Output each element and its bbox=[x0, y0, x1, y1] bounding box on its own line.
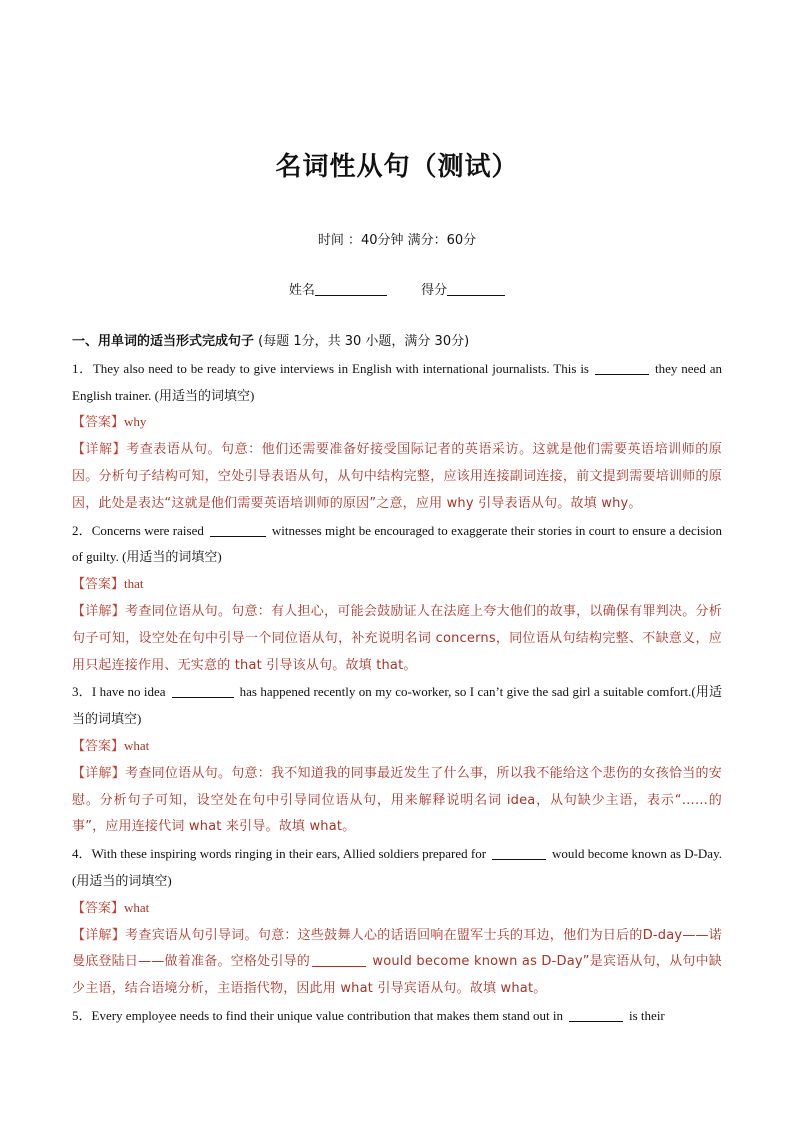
detail-2 bbox=[72, 599, 722, 679]
question-text-after: witnesses might be encouraged to exaggerate their stories in court to ensure a decision of guilty. (用适当的词填空) bbox=[72, 522, 722, 565]
question-3 bbox=[72, 679, 722, 733]
question-5 bbox=[72, 1003, 722, 1030]
answer-blank bbox=[210, 522, 266, 537]
detail-text-a: 考查宾语从句引导词。句意：这些鼓舞人心的话语回响在盟军士兵的耳边，他们为日后的D-day——诺曼底登陆日——做着准备。空格处引导的 bbox=[72, 927, 722, 970]
detail-label: 【详解】 bbox=[72, 442, 127, 458]
detail-text: 考查表语从句。句意：他们还需要准备好接受国际记者的英语采访。这就是他们需要英语培训师的原因。分析句子结构可知，空处引导表语从句，从句中结构完整，应该用连接副词连接，前文提到需要培训师的原因，此处是表达“这就是他们需要英语培训师的原因”之意，应用 why 引导表语从句。故填 why。 bbox=[72, 442, 722, 511]
detail-4 bbox=[72, 923, 722, 1003]
answer-3 bbox=[72, 733, 722, 761]
answer-label: 【答案】 bbox=[72, 900, 125, 916]
detail-1 bbox=[72, 437, 722, 517]
question-text-after: is their bbox=[629, 1007, 665, 1023]
name-blank bbox=[315, 281, 387, 296]
answer-1 bbox=[72, 409, 722, 437]
answer-2 bbox=[72, 571, 722, 599]
answer-blank bbox=[595, 360, 649, 375]
detail-label: 【详解】 bbox=[72, 765, 126, 781]
name-score-line bbox=[0, 279, 794, 298]
question-text-after: they need an English trainer. (用适当的词填空) bbox=[72, 360, 722, 403]
name-label: 姓名 bbox=[288, 283, 315, 298]
score-label: 得分 bbox=[421, 283, 448, 298]
question-text-before: Concerns were raised bbox=[91, 522, 204, 538]
detail-text-b: would become known as D-Day”是宾语从句，从句中缺少主语，结合语境分析，主语指代物，因此用 what 引导宾语从句。故填 what。 bbox=[72, 954, 722, 997]
question-4 bbox=[72, 841, 722, 895]
answer-label: 【答案】 bbox=[72, 738, 125, 754]
question-number: 2． bbox=[72, 522, 92, 538]
detail-blank bbox=[312, 952, 366, 967]
question-text-before: Every employee needs to find their unique value contribution that makes them stand out in bbox=[91, 1007, 564, 1023]
detail-3 bbox=[72, 761, 722, 841]
question-text-after: has happened recently on my co-worker, so I can’t give the sad girl a suitable comfort.(用适当的词填空) bbox=[72, 684, 722, 727]
answer-value: what bbox=[124, 737, 150, 753]
detail-text: 考查同位语从句。句意：有人担心，可能会鼓励证人在法庭上夸大他们的故事，以确保有罪判决。分析句子可知，设空处在句中引导一个同位语从句，补充说明名词 concerns，同位语从句结构完整、不缺意义，应用只起连接作用、无实意的 that 引导该从句。故填 that。 bbox=[72, 603, 722, 673]
question-number: 1． bbox=[72, 360, 93, 376]
question-text-before: I have no idea bbox=[91, 684, 166, 700]
answer-label: 【答案】 bbox=[72, 577, 125, 593]
answer-blank bbox=[172, 683, 234, 698]
question-text-after: would become known as D-Day. (用适当的词填空) bbox=[72, 846, 722, 888]
question-number: 3． bbox=[72, 684, 92, 700]
question-number: 4． bbox=[72, 846, 92, 862]
question-text-before: With these inspiring words ringing in their ears, Allied soldiers prepared for bbox=[91, 846, 487, 862]
section-heading bbox=[72, 329, 722, 356]
question-number: 5． bbox=[72, 1007, 92, 1023]
section-title: 一、用单词的适当形式完成句子 bbox=[72, 334, 255, 349]
time-score-info: 时间 ：40分钟 满分：60分 bbox=[317, 233, 477, 248]
question-text-before: They also need to be ready to give interviews in English with international journalists. This is bbox=[92, 360, 589, 376]
section-note: (每题 1分，共 30 小题，满分 30分) bbox=[254, 334, 470, 349]
detail-label: 【详解】 bbox=[72, 927, 126, 943]
question-1 bbox=[72, 356, 722, 410]
detail-label: 【详解】 bbox=[72, 603, 126, 619]
answer-blank bbox=[492, 845, 546, 860]
answer-blank bbox=[569, 1007, 623, 1022]
answer-4 bbox=[72, 895, 722, 923]
answer-value: that bbox=[124, 576, 144, 592]
question-content bbox=[72, 329, 722, 1030]
page-title: 名词性从句（测试） bbox=[275, 152, 519, 182]
question-2 bbox=[72, 518, 722, 572]
score-blank bbox=[447, 281, 505, 296]
detail-text: 考查同位语从句。句意：我不知道我的同事最近发生了什么事，所以我不能给这个悲伤的女孩恰当的安慰。分析句子可知，设空处在句中引导同位语从句，用来解释说明名词 idea，从句缺少主语，表示“……的事”，应用连接代词 what 来引导。故填 what。 bbox=[72, 765, 722, 835]
answer-value: what bbox=[124, 899, 150, 915]
answer-value: why bbox=[124, 414, 147, 430]
answer-label: 【答案】 bbox=[72, 415, 125, 431]
